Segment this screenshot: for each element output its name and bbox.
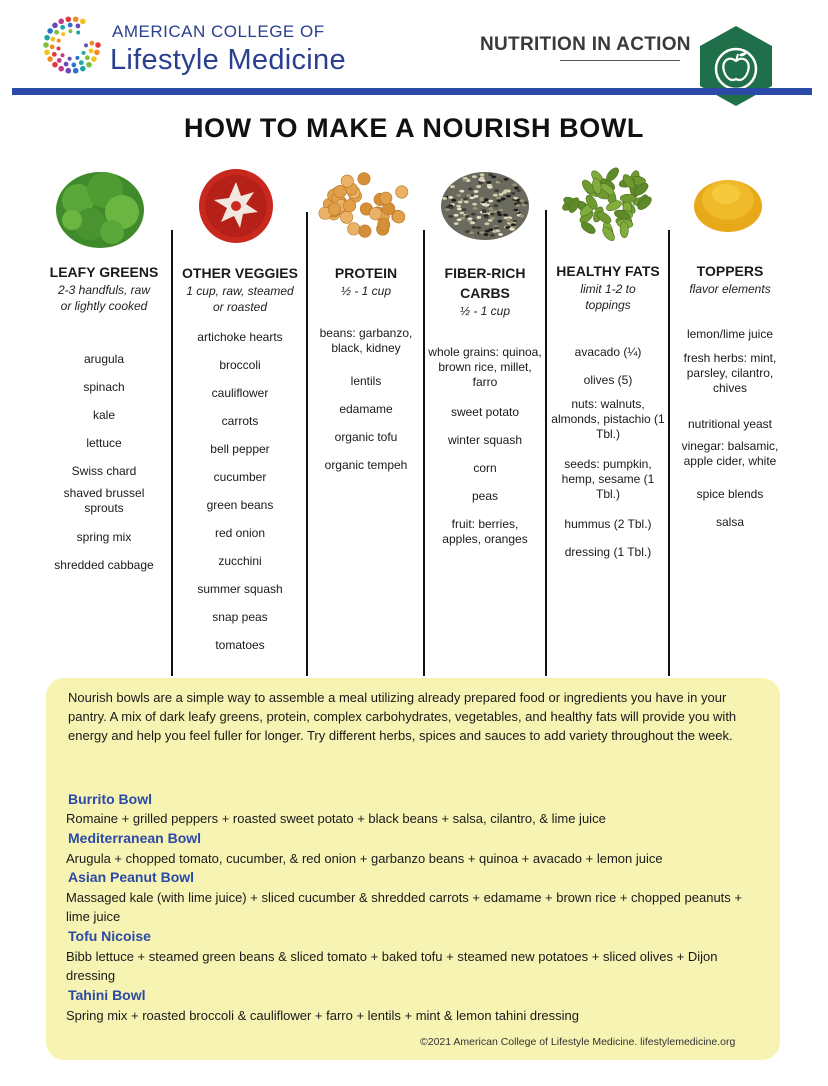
column-serving: toppings	[585, 298, 631, 312]
column-serving: or roasted	[212, 300, 268, 314]
list-item: dressing (1 Tbl.)	[564, 545, 652, 559]
chickpeas-image	[314, 168, 410, 238]
badge-underline	[560, 60, 680, 61]
column-fiber-rich-carbs	[426, 263, 544, 551]
header-rule	[12, 88, 812, 95]
list-item: seeds: pumpkin, hemp, sesame (1 Tbl.)	[561, 457, 655, 501]
list-item: hummus (2 Tbl.)	[564, 517, 652, 531]
list-item: spice blends	[696, 487, 764, 501]
column-heading: TOPPERS	[696, 263, 764, 279]
column-serving: 1 cup, raw, steamed	[186, 284, 294, 298]
column-divider	[668, 230, 670, 676]
list-item: whole grains: quinoa, brown rice, millet, farro	[428, 345, 542, 389]
list-item: spring mix	[76, 530, 132, 544]
nutrition-in-action-label: NUTRITION IN ACTION	[480, 34, 691, 55]
tomato-image	[196, 166, 276, 246]
turmeric-image	[690, 170, 766, 234]
list-item: olives (5)	[583, 373, 633, 387]
list-item: fresh herbs: mint, parsley, cilantro, chives	[683, 351, 777, 395]
column-heading: PROTEIN	[334, 265, 398, 281]
column-healthy-fats	[548, 261, 668, 573]
column-divider	[545, 210, 547, 676]
apple-icon	[694, 24, 778, 108]
list-item: fruit: berries, apples, oranges	[442, 517, 528, 546]
org-name-line2: Lifestyle Medicine	[110, 44, 346, 76]
column-leafy-greens	[40, 262, 168, 586]
list-item: corn	[473, 461, 497, 475]
bowl-name: Asian Peanut Bowl	[68, 869, 195, 885]
list-item: tomatoes	[215, 638, 265, 652]
list-item: shaved brussel sprouts	[63, 486, 145, 515]
list-item: organic tofu	[334, 430, 398, 444]
list-item: summer squash	[197, 582, 283, 596]
column-serving: or lightly cooked	[60, 299, 148, 313]
bowl-recipe: Massaged kale (with lime juice) + sliced cucumber & shredded carrots + edamame + brown rice + chopped peanuts + lime juice	[66, 890, 742, 924]
column-heading: LEAFY GREENS	[49, 264, 159, 280]
column-heading: OTHER VEGGIES	[182, 265, 298, 281]
list-item: green beans	[206, 498, 274, 512]
list-item: lentils	[350, 374, 382, 388]
copyright-footer: ©2021 American College of Lifestyle Medicine. lifestylemedicine.org	[420, 1036, 736, 1048]
list-item: spinach	[83, 380, 125, 394]
list-item: winter squash	[447, 433, 523, 447]
list-item: Swiss chard	[71, 464, 137, 478]
list-item: bell pepper	[210, 442, 270, 456]
list-item: lettuce	[86, 436, 122, 450]
bowl-recipe: Spring mix + roasted broccoli & cauliflower + farro + lentils + mint & lemon tahini dressing	[66, 1008, 580, 1023]
list-item: organic tempeh	[324, 458, 408, 472]
bowl-name: Tahini Bowl	[68, 987, 146, 1003]
column-other-veggies	[174, 263, 306, 666]
pumpkin-seeds-image	[560, 160, 658, 242]
column-heading: CARBS	[460, 285, 510, 301]
list-item: vinegar: balsamic, apple cider, white	[681, 439, 779, 468]
logo-dots-icon	[42, 14, 102, 76]
column-serving: flavor elements	[689, 282, 771, 296]
list-item: nutritional yeast	[687, 417, 773, 431]
bowl-recipe: Bibb lettuce + steamed green beans & sliced tomato + baked tofu + steamed new potatoes + sliced olives + Dijon dressing	[66, 949, 718, 983]
bowl-recipe: Romaine + grilled peppers + roasted sweet potato + black beans + salsa, cilantro, & lime juice	[66, 811, 606, 826]
list-item: carrots	[221, 414, 259, 428]
list-item: salsa	[715, 515, 744, 529]
column-divider	[423, 230, 425, 676]
list-item: cauliflower	[211, 386, 269, 400]
list-item: arugula	[83, 352, 125, 366]
bowl-recipe: Arugula + chopped tomato, cucumber, & red onion + garbanzo beans + quinoa + avacado + lemon juice	[66, 851, 663, 866]
list-item: beans: garbanzo, black, kidney	[319, 326, 413, 355]
list-item: edamame	[339, 402, 393, 416]
column-heading: HEALTHY FATS	[556, 263, 660, 279]
column-serving: limit 1-2 to	[580, 282, 636, 296]
column-divider	[171, 230, 173, 676]
list-item: artichoke hearts	[197, 330, 283, 344]
list-item: lemon/lime juice	[686, 327, 774, 341]
list-item: peas	[471, 489, 499, 503]
column-protein	[310, 263, 422, 486]
list-item: red onion	[214, 526, 266, 540]
seeds-grains-image	[438, 164, 532, 242]
list-item: sweet potato	[450, 405, 520, 419]
intro-paragraph: Nourish bowls are a simple way to assemble a meal utilizing already prepared food or ingredients you have in your pantry. A mix of dark leafy greens, protein, complex carbohydrates, vegetables, and healthy fats will provide you with energy and help you feel fuller for longer. Try different herbs, spices and sauces to add variety throughout the week.	[68, 690, 737, 743]
list-item: kale	[92, 408, 115, 422]
bowl-name: Tofu Nicoise	[68, 928, 151, 944]
list-item: avacado (¼)	[574, 345, 642, 359]
column-heading: FIBER-RICH	[444, 265, 526, 281]
org-name-line1: AMERICAN COLLEGE OF	[112, 22, 325, 41]
list-item: snap peas	[212, 610, 268, 624]
column-toppers	[672, 261, 788, 543]
list-item: shredded cabbage	[54, 558, 154, 572]
list-item: broccoli	[219, 358, 261, 372]
column-serving: ½ - 1 cup	[459, 304, 511, 318]
column-divider	[306, 212, 308, 676]
bowl-name: Mediterranean Bowl	[68, 830, 202, 846]
list-item: zucchini	[218, 554, 262, 568]
column-serving: 2-3 handfuls, raw	[57, 283, 151, 297]
list-item: nuts: walnuts, almonds, pistachio (1 Tbl.)	[551, 397, 665, 441]
list-item: cucumber	[213, 470, 267, 484]
leafy-greens-image	[50, 162, 150, 252]
bowl-name: Burrito Bowl	[68, 791, 152, 807]
column-serving: ½ - 1 cup	[340, 284, 392, 298]
page-title: HOW TO MAKE A NOURISH BOWL	[183, 113, 645, 143]
